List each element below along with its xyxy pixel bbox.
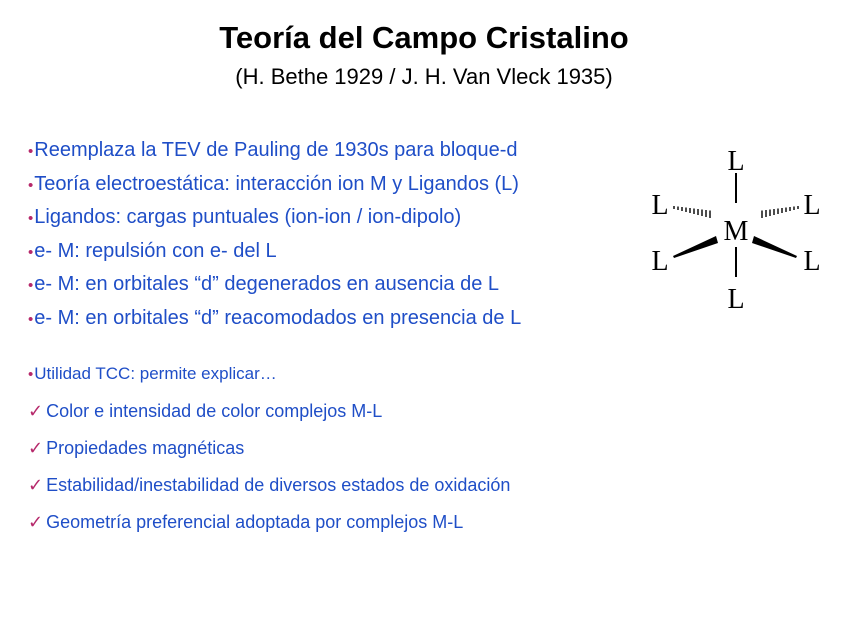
bullet-list <box>28 134 521 335</box>
bullet-icon: • <box>28 143 34 160</box>
check-text: Propiedades magnéticas <box>46 438 245 458</box>
slide-subtitle: (H. Bethe 1929 / J. H. Van Vleck 1935) <box>235 64 613 89</box>
bullet-icon: • <box>28 243 34 261</box>
metal-center: M <box>723 216 749 247</box>
bullet-text: e- M: en orbitales “d” degenerados en ausencia de L <box>34 273 500 295</box>
check-item <box>28 431 510 468</box>
check-text: Color e intensidad de color complejos M-L <box>46 401 383 421</box>
bullet-text: Teoría electroestática: interacción ion M y Ligandos (L) <box>34 172 519 195</box>
utility-line <box>28 361 277 388</box>
check-item <box>28 468 510 505</box>
utility-text: Utilidad TCC: permite explicar… <box>34 364 277 383</box>
check-icon: ✓ <box>28 512 44 532</box>
bullet-text: Ligandos: cargas puntuales (ion-ion / ion-dipolo) <box>34 206 462 228</box>
bullet-icon: • <box>28 277 34 294</box>
wedge-bond-left <box>673 236 718 258</box>
bullet-item <box>28 201 521 235</box>
ligand-left-back: L <box>651 190 669 221</box>
ligand-right-back: L <box>803 190 821 221</box>
bullet-icon: • <box>28 366 34 383</box>
check-item <box>28 394 510 431</box>
check-text: Geometría preferencial adoptada por complejos M-L <box>46 512 464 532</box>
bullet-text: e- M: repulsión con e- del L <box>34 239 277 262</box>
check-item <box>28 505 510 542</box>
bullet-item <box>28 268 521 302</box>
bullet-text: e- M: en orbitales “d” reacomodados en presencia de L <box>34 306 522 329</box>
ligand-top: L <box>727 146 745 177</box>
check-icon: ✓ <box>28 475 44 495</box>
ligand-bottom: L <box>727 284 745 315</box>
bullet-item <box>28 235 521 269</box>
hashed-bond-left <box>674 206 710 218</box>
ligand-right-front: L <box>803 246 821 277</box>
octahedral-complex-diagram <box>640 140 830 320</box>
bullet-icon: • <box>28 176 34 194</box>
check-icon: ✓ <box>28 438 44 458</box>
bullet-text: Reemplaza la TEV de Pauling de 1930s para bloque-d <box>34 139 518 161</box>
slide-title: Teoría del Campo Cristalino <box>219 20 629 55</box>
bullet-icon: • <box>28 210 34 227</box>
check-text: Estabilidad/inestabilidad de diversos estados de oxidación <box>46 475 511 495</box>
bullet-item <box>28 302 521 336</box>
hashed-bond-right <box>762 206 798 218</box>
check-icon: ✓ <box>28 401 44 421</box>
bullet-item <box>28 134 521 168</box>
bullet-icon: • <box>28 310 34 328</box>
bullet-item <box>28 168 521 202</box>
check-list <box>28 394 510 542</box>
ligand-left-front: L <box>651 246 669 277</box>
wedge-bond-right <box>752 236 797 258</box>
